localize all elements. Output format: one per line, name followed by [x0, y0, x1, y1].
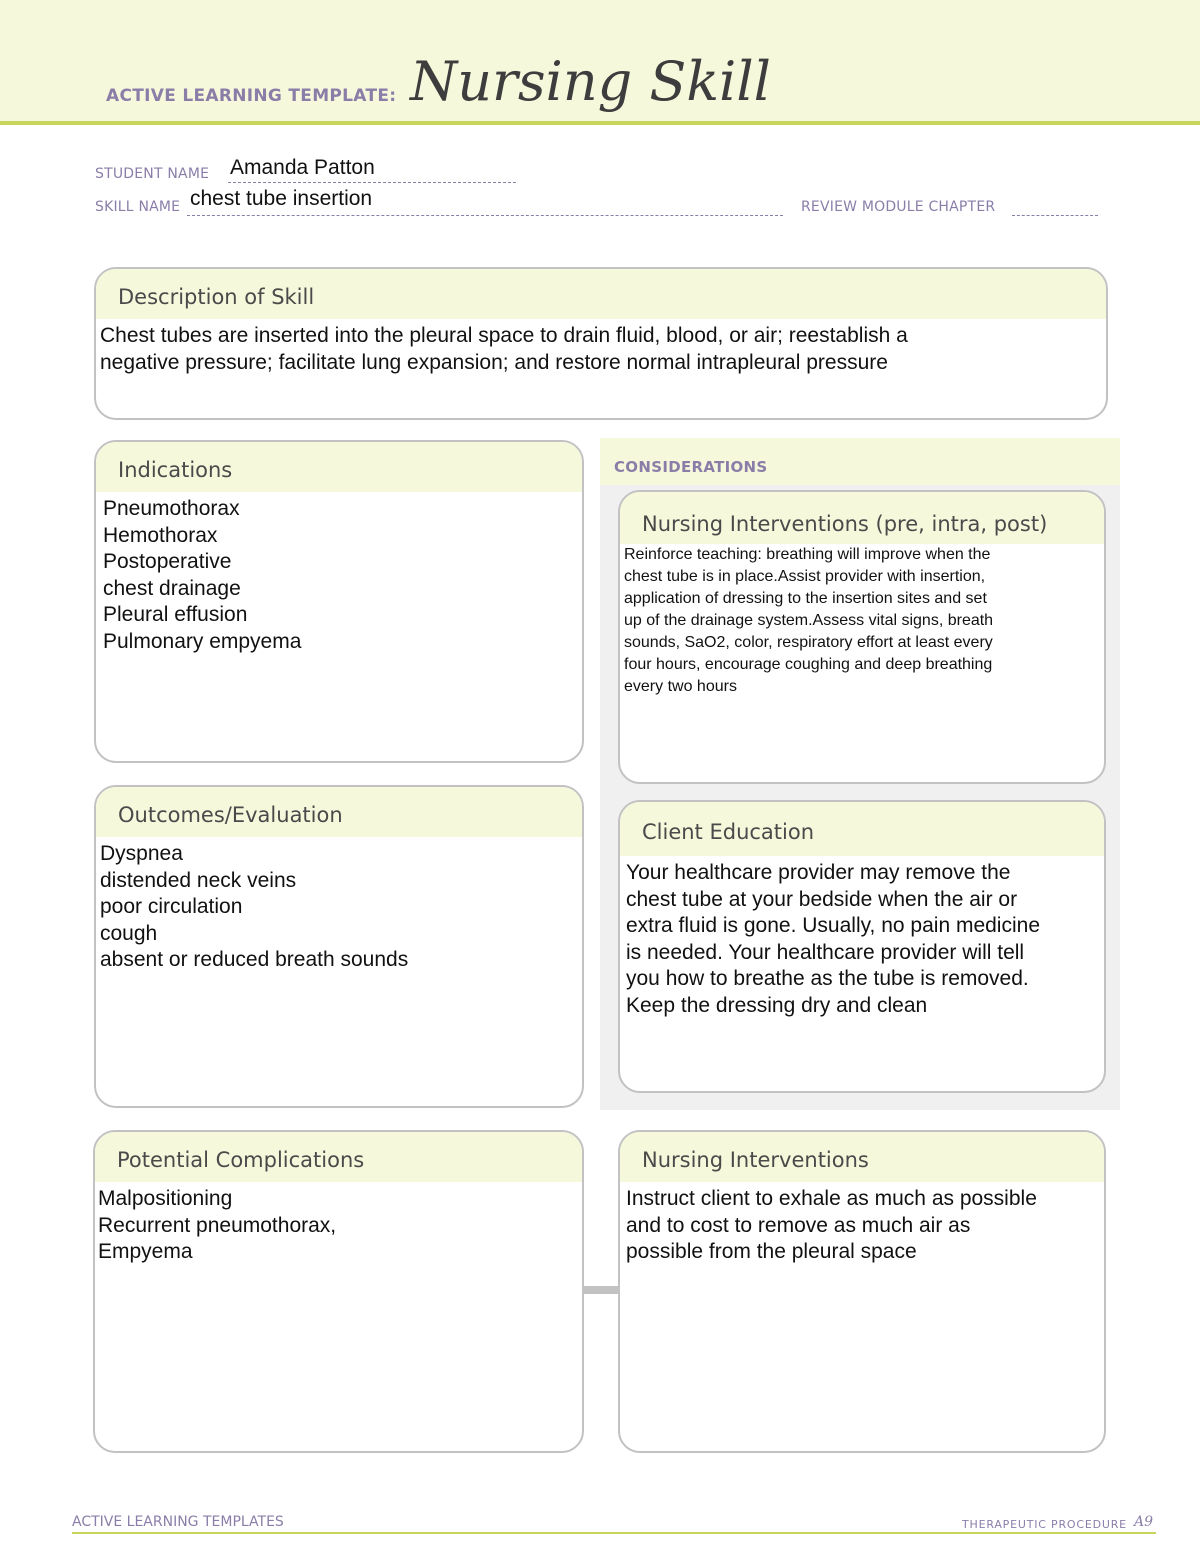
client-education-heading: Client Education [620, 802, 1104, 856]
skill-name-field[interactable]: chest tube insertion [190, 187, 373, 210]
nursing-interventions-pre-heading: Nursing Interventions (pre, intra, post) [620, 492, 1104, 544]
footer-rule [72, 1532, 1156, 1534]
nursing-interventions-heading: Nursing Interventions [620, 1132, 1104, 1182]
nursing-interventions-text[interactable]: Instruct client to exhale as much as possible and to cost to remove as much air as possible from the pleural space [626, 1187, 1037, 1263]
student-name-line [228, 182, 516, 183]
complications-heading: Potential Complications [95, 1132, 582, 1182]
nursing-interventions-pre-box [618, 490, 1106, 784]
nursing-interventions-pre-text[interactable]: Reinforce teaching: breathing will improve when the chest tube is in place.Assist provider with insertion, application of dressing to the insertion sites and set up of the drainage system.Assess vital signs, breath sounds, SaO2, color, respiratory effort at least every four hours, encourage coughing and deep breathing every two hours [624, 546, 994, 695]
considerations-label: CONSIDERATIONS [614, 458, 768, 476]
indications-heading: Indications [96, 442, 582, 492]
footer-right-label: THERAPEUTIC PROCEDURE [962, 1518, 1127, 1531]
indications-box [94, 440, 584, 763]
template-label: ACTIVE LEARNING TEMPLATE: [106, 86, 397, 106]
outcomes-text[interactable]: Dyspnea distended neck veins poor circulation cough absent or reduced breath sounds [100, 842, 409, 971]
review-module-label: REVIEW MODULE CHAPTER [801, 199, 996, 215]
review-module-line [1012, 215, 1098, 216]
outcomes-box [94, 785, 584, 1108]
skill-name-label: SKILL NAME [95, 199, 181, 215]
indications-text[interactable]: Pneumothorax Hemothorax Postoperative chest drainage Pleural effusion Pulmonary empyema [103, 497, 302, 653]
student-name-field[interactable]: Amanda Patton [230, 156, 375, 179]
connector-bar [584, 1286, 620, 1294]
footer-left-label: ACTIVE LEARNING TEMPLATES [72, 1514, 284, 1530]
skill-name-line [187, 215, 783, 216]
student-name-label: STUDENT NAME [95, 166, 210, 182]
page-number: A9 [1134, 1514, 1154, 1530]
client-education-box [618, 800, 1106, 1093]
header-rule [0, 121, 1200, 125]
description-text[interactable]: Chest tubes are inserted into the pleural space to drain fluid, blood, or air; reestablish a negative pressure; facilitate lung expansion; and restore normal intrapleural pressure [100, 324, 908, 374]
complications-text[interactable]: Malpositioning Recurrent pneumothorax, Empyema [98, 1187, 337, 1263]
page-title: Nursing Skill [410, 50, 771, 113]
complications-box [93, 1130, 584, 1453]
outcomes-heading: Outcomes/Evaluation [96, 787, 582, 837]
nursing-interventions-box [618, 1130, 1106, 1453]
description-heading: Description of Skill [96, 269, 1106, 319]
client-education-text[interactable]: Your healthcare provider may remove the chest tube at your bedside when the air or extra fluid is gone. Usually, no pain medicine is needed. Your healthcare provider will tell you how to breathe as the tube is removed. Keep the dressing dry and clean [626, 861, 1041, 1017]
description-box [94, 267, 1108, 420]
